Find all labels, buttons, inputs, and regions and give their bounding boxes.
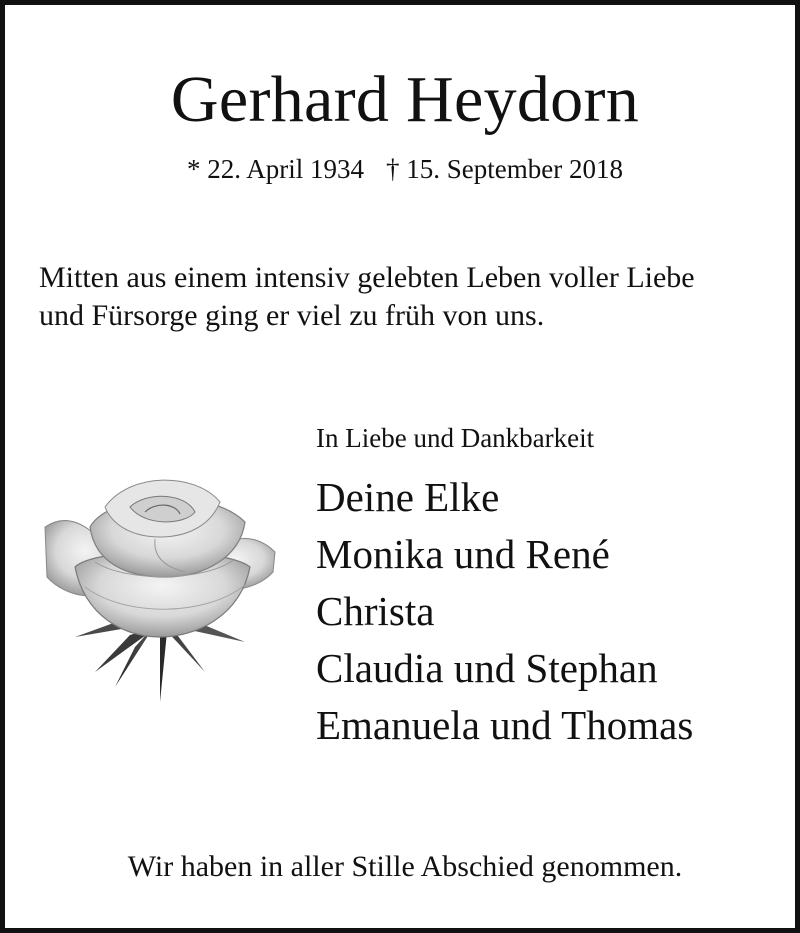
deceased-name: Gerhard Heydorn xyxy=(170,63,640,136)
mourner-name: Emanuela und Thomas xyxy=(316,702,694,748)
rose-image xyxy=(35,467,285,717)
mourners-list xyxy=(316,469,693,754)
death-date: † 15. September 2018 xyxy=(386,154,623,184)
mourner-name: Deine Elke xyxy=(316,474,500,520)
mourner-name: Claudia und Stephan xyxy=(316,645,658,691)
mourner-name: Christa xyxy=(316,588,435,634)
closing-line: Wir haben in aller Stille Abschied genommen. xyxy=(127,850,683,883)
dedication-line: In Liebe und Dankbarkeit xyxy=(316,423,595,453)
mourner-name: Monika und René xyxy=(316,531,610,577)
memorial-text xyxy=(39,259,779,335)
life-dates xyxy=(5,152,800,186)
birth-date: * 22. April 1934 xyxy=(187,154,365,184)
memorial-text-line: Mitten aus einem intensiv gelebten Leben voller Liebe xyxy=(39,261,695,294)
memorial-text-line: und Fürsorge ging er viel zu früh von uns. xyxy=(39,299,545,332)
